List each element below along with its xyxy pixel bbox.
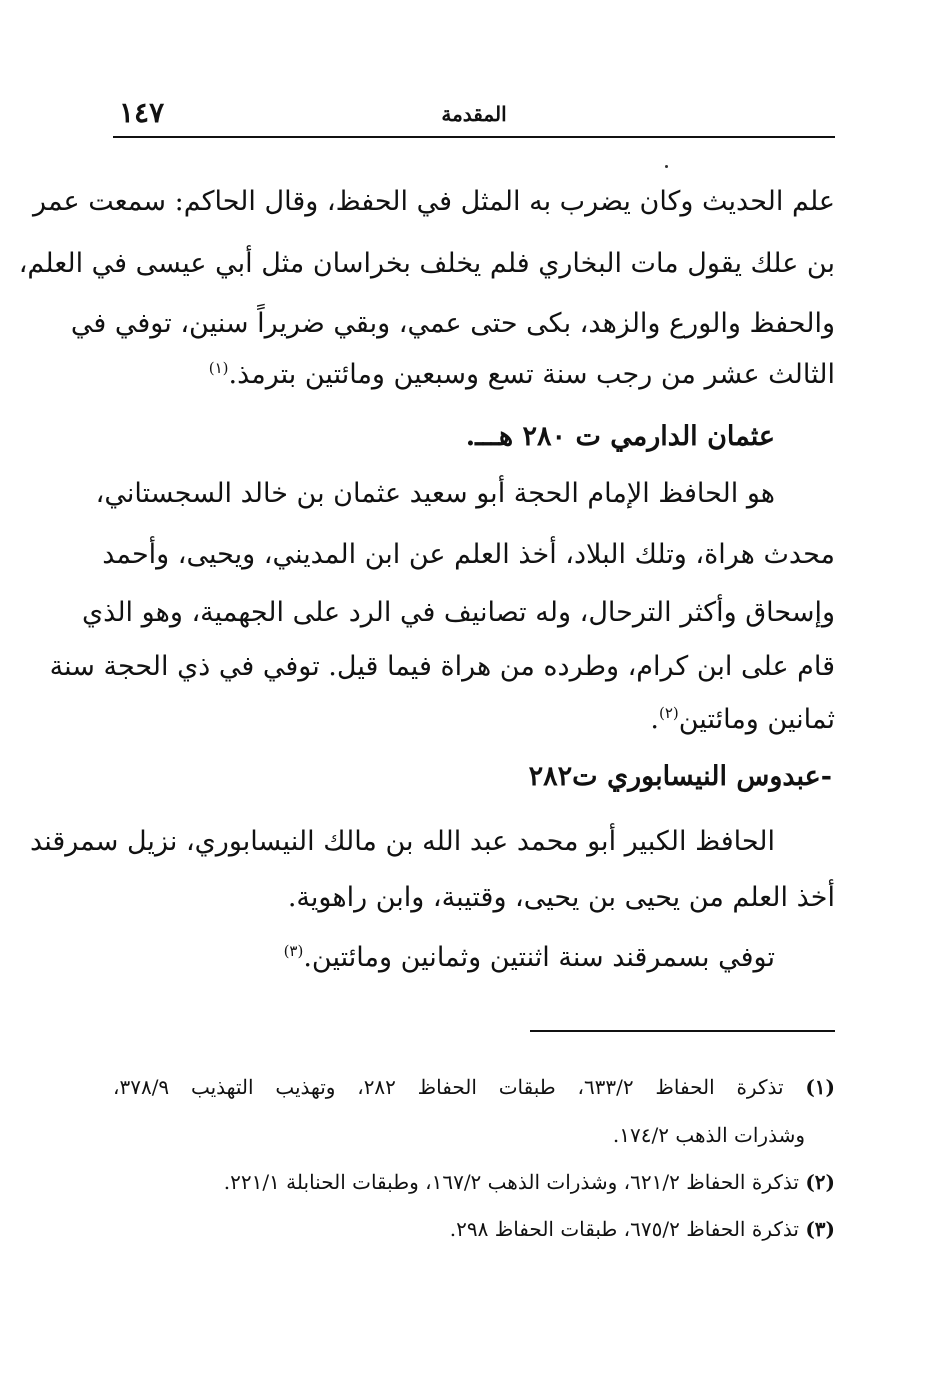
footnote-ref: (١) (208, 359, 229, 377)
page-number: ١٤٧ (119, 96, 165, 129)
body-text: توفي بسمرقند سنة اثنتين وثمانين ومائتين. (303, 942, 775, 973)
header-rule (113, 136, 835, 138)
section-heading: عثمان الدارمي ت ٢٨٠ هـــ. (465, 421, 775, 452)
body-line: محدث هراة، وتلك البلاد، أخذ العلم عن ابن المديني، ويحيى، وأحمد (102, 539, 835, 570)
body-line: والحفظ والورع والزهد، بكى حتى عمي، وبقي ضريراً سنين، توفي في (70, 308, 835, 339)
body-line: بن علك يقول مات البخاري فلم يخلف بخراسان مثل أبي عيسى في العلم، (18, 248, 835, 279)
body-text: ثمانين ومائتين (678, 704, 835, 735)
body-line (113, 700, 835, 740)
footnote-text: تذكرة الحفاظ ٦٣٣/٢، طبقات الحفاظ ٢٨٢، وتهذيب التهذيب ٣٧٨/٩، (113, 1075, 784, 1099)
footnote-number: (١) (805, 1075, 836, 1099)
body-line: الحافظ الكبير أبو محمد عبد الله بن مالك النيسابوري، نزيل سمرقند (30, 826, 775, 857)
footnote-ref: (٢) (658, 704, 679, 722)
footnote-line: وشذرات الذهب ١٧٤/٢. (612, 1123, 805, 1147)
stray-dot (665, 165, 668, 168)
footnote-line (113, 1070, 835, 1104)
body-line: علم الحديث وكان يضرب به المثل في الحفظ، وقال الحاكم: سمعت عمر (33, 186, 835, 217)
footnote-number: (٢) (805, 1170, 835, 1194)
body-text: الثالث عشر من رجب سنة تسع وسبعين ومائتين بترمذ. (228, 359, 835, 390)
running-title: المقدمة (441, 102, 507, 126)
section-heading: -عبدوس النيسابوري ت٢٨٢ (528, 761, 832, 792)
body-line: قام على ابن كرام، وطرده من هراة فيما قيل. توفي في ذي الحجة سنة (49, 651, 835, 682)
footnote-line (113, 1212, 835, 1246)
footnote-rule (530, 1030, 835, 1032)
body-line: أخذ العلم من يحيى بن يحيى، وقتيبة، وابن راهوية. (287, 882, 835, 913)
footnote-text: تذكرة الحفاظ ٦٧٥/٢، طبقات الحفاظ ٢٩٨. (449, 1217, 799, 1241)
body-line (113, 355, 835, 395)
footnote-number: (٣) (805, 1217, 835, 1241)
body-line: وإسحاق وأكثر الترحال، وله تصانيف في الرد على الجهمية، وهو الذي (82, 597, 835, 628)
body-line: هو الحافظ الإمام الحجة أبو سعيد عثمان بن خالد السجستاني، (95, 478, 775, 509)
footnote-text: تذكرة الحفاظ ٦٢١/٢، وشذرات الذهب ١٦٧/٢، وطبقات الحنابلة ٢٢١/١. (223, 1170, 799, 1194)
body-text: . (650, 704, 659, 735)
footnote-line (113, 1165, 835, 1199)
body-line (113, 938, 835, 978)
footnote-ref: (٣) (283, 942, 304, 960)
page-header (113, 92, 835, 140)
